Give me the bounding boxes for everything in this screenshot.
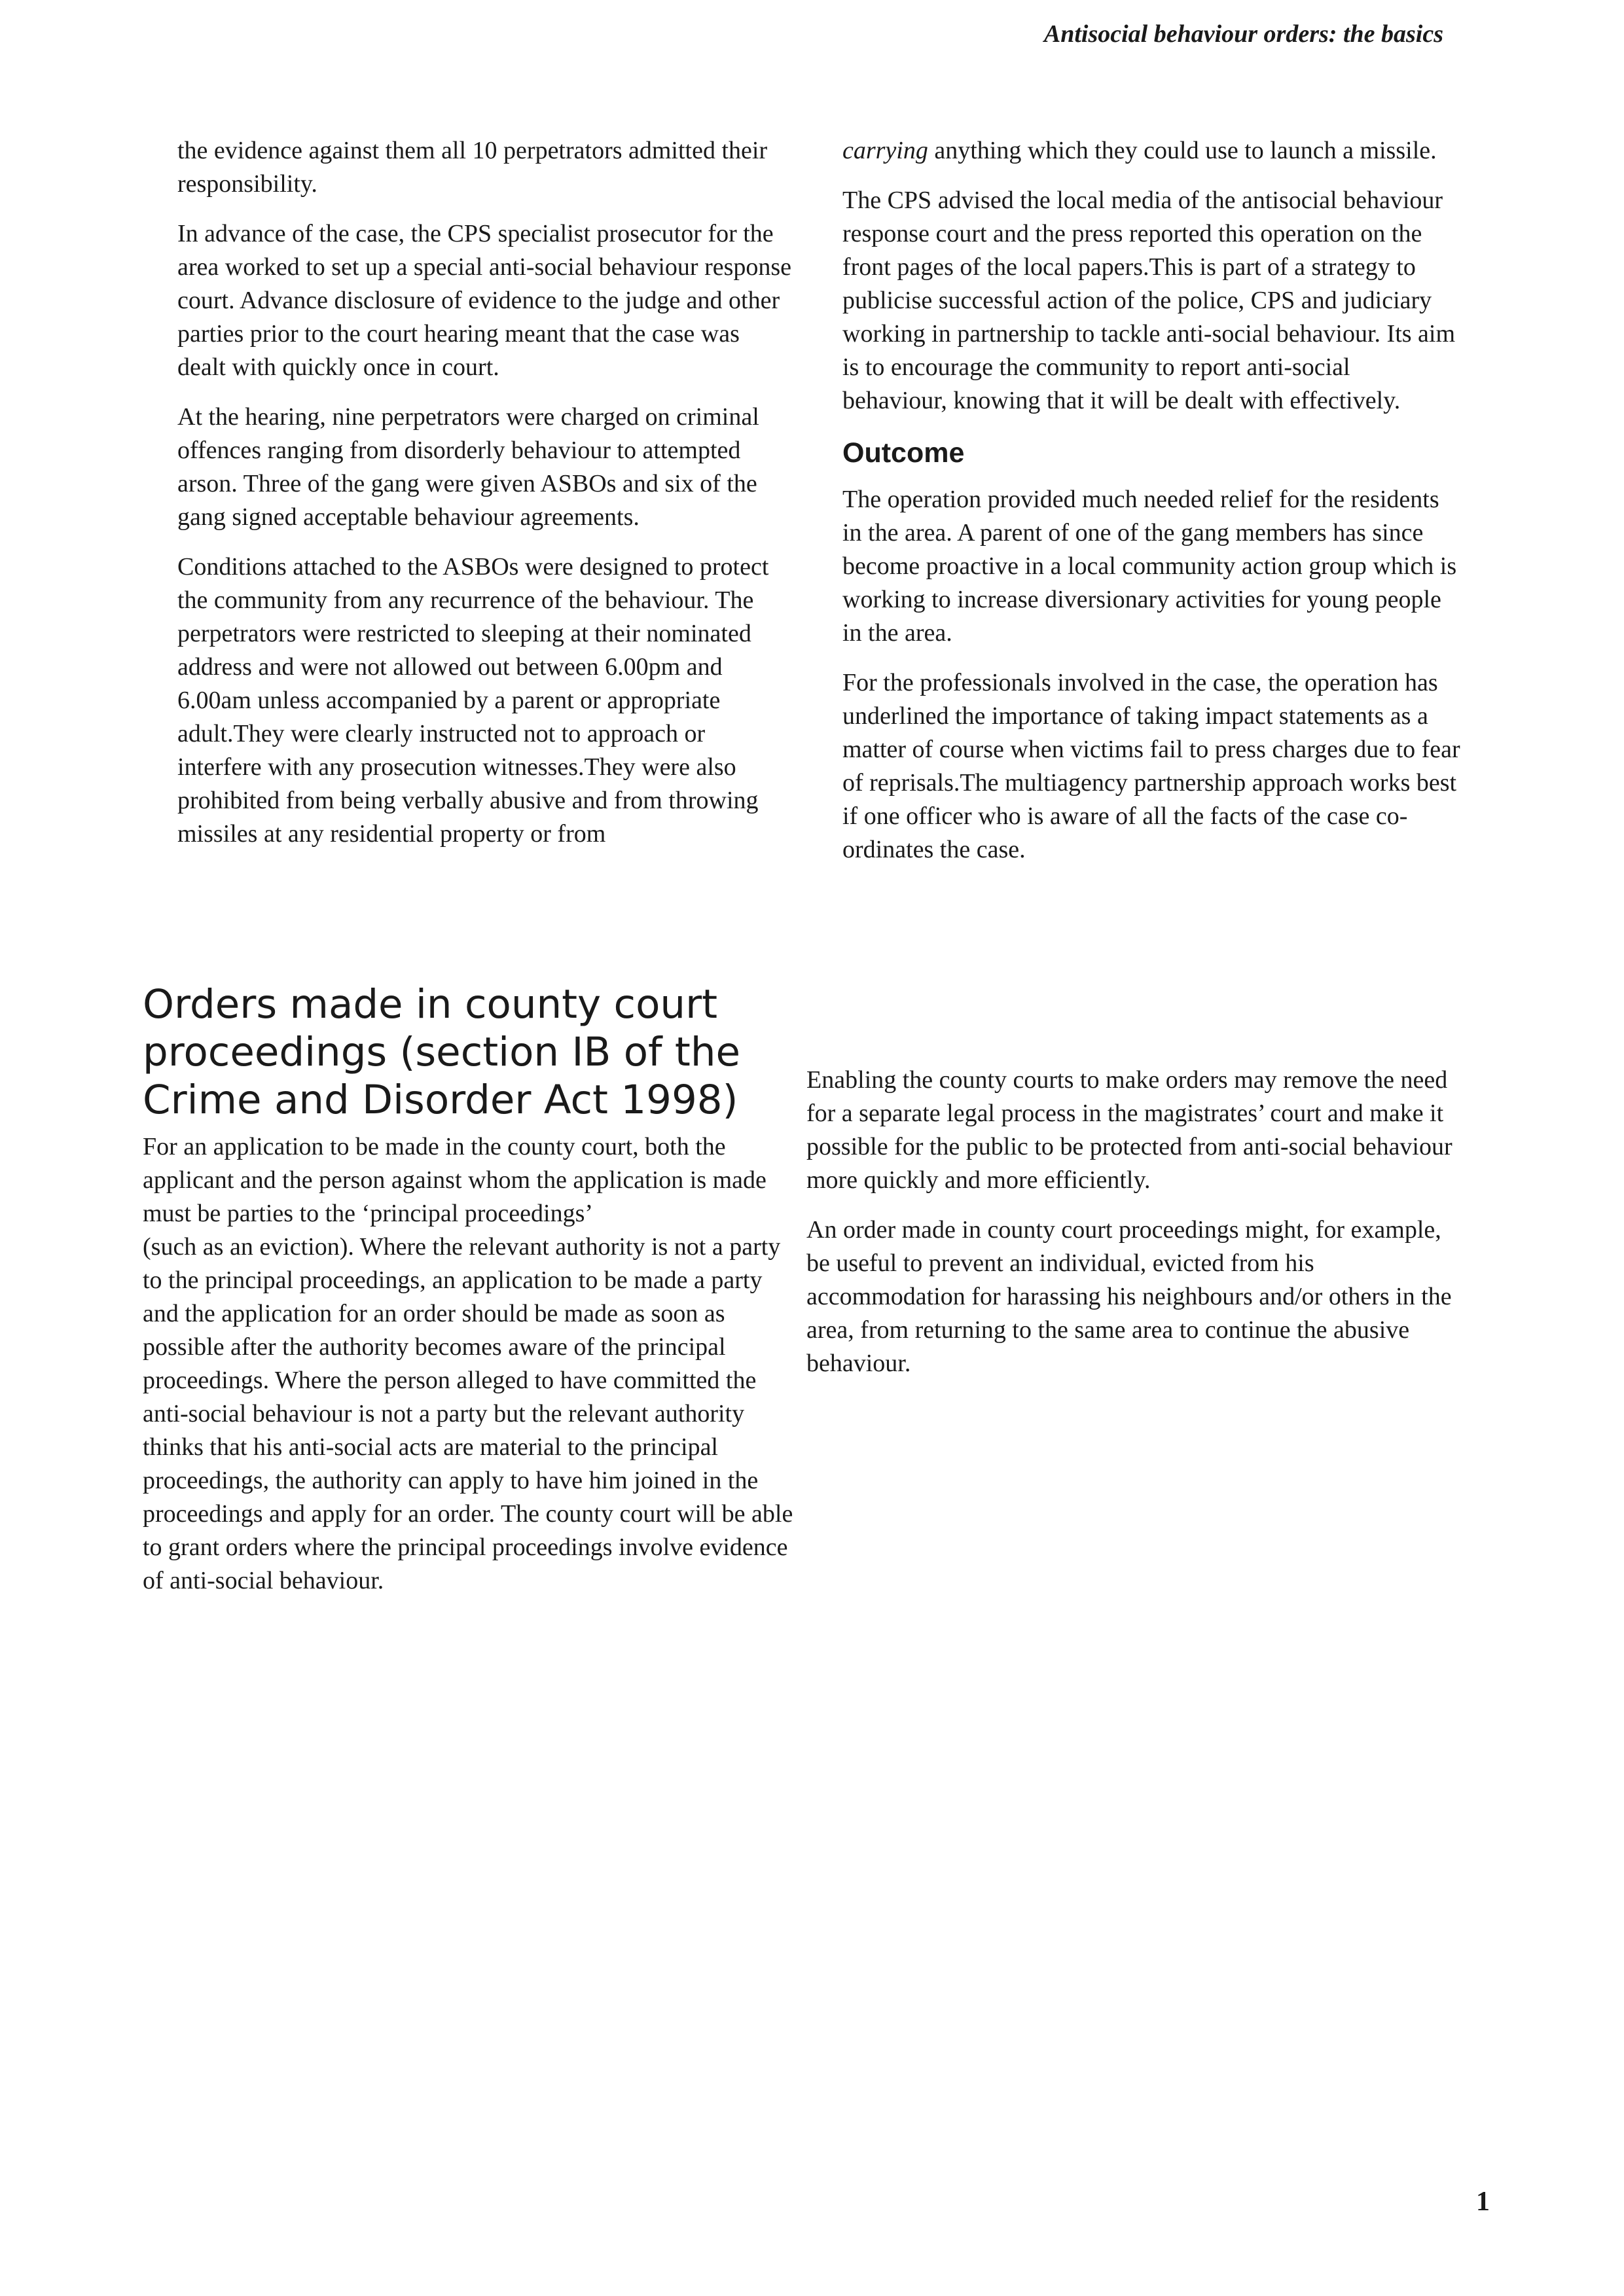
paragraph: The CPS advised the local media of the antisocial behaviour response court and the press reported this operation on the front pages of the local papers.This is part of a strategy to publicise successful action of the police, CPS and judiciary working in partnership to tackle anti-social behaviour. Its aim is to encourage the community to report anti-social behaviour, knowing that it will be dealt with effectively. xyxy=(842,187,1456,414)
paragraph: Conditions attached to the ASBOs were designed to protect the community from any recurrence of the behaviour. The perpetrators were restricted to sleeping at their nominated address and were not allowed out between 6.00pm and 6.00am unless accompanied by a parent or appropriate adult.They were clearly instructed not to approach or interfere with any prosecution witnesses.They were also prohibited from being verbally abusive and from throwing missiles at any residential property or from xyxy=(177,553,769,848)
county-court-section-left xyxy=(143,980,797,1598)
page-number: 1 xyxy=(1476,2187,1490,2217)
paragraph: An order made in county court proceedings might, for example, be useful to prevent an individual, evicted from his accommodation for harassing his neighbours and/or others in the area, from returning to the same area to continue the abusive behaviour. xyxy=(806,1216,1452,1377)
paragraph: Enabling the county courts to make orders may remove the need for a separate legal process in the magistrates’ court and make it possible for the public to be protected from anti-social behaviour more quickly and more efficiently. xyxy=(806,1066,1453,1194)
italic-word: carrying xyxy=(842,137,928,164)
paragraph xyxy=(842,134,1461,168)
case-study-left-column xyxy=(177,134,793,867)
outcome-heading: Outcome xyxy=(842,437,965,469)
paragraph: In advance of the case, the CPS specialist prosecutor for the area worked to set up a special anti-social behaviour response court. Advance disclosure of evidence to the judge and other parties prior to the court hearing meant that the case was dealt with quickly once in court. xyxy=(177,220,792,381)
paragraph: the evidence against them all 10 perpetrators admitted their responsibility. xyxy=(177,137,768,198)
paragraph: At the hearing, nine perpetrators were charged on criminal offences ranging from disorderly behaviour to attempted arson. Three of the gang were given ASBOs and six of the gang signed acceptable behaviour agreements. xyxy=(177,403,759,531)
paragraph: (such as an eviction). Where the relevant authority is not a party to the principal proceedings, an application to be made a party and the application for an order should be made as soon as possible after the authority becomes aware of the principal proceedings. Where the person alleged to have committed the anti-social behaviour is not a party but the relevant authority thinks that his anti-social acts are material to the principal proceedings, the authority can apply to have him joined in the proceedings and apply for an order. The county court will be able to grant orders where the principal proceedings involve evidence of anti-social behaviour. xyxy=(143,1233,793,1594)
section-body-left xyxy=(143,1130,797,1598)
county-court-section-right xyxy=(806,1064,1461,1397)
paragraph: The operation provided much needed relief for the residents in the area. A parent of one of the gang members has since become proactive in a local community action group which is working to increase diversionary activities for young people in the area. xyxy=(842,486,1457,647)
section-heading: Orders made in county court proceedings (section IB of the Crime and Disorder Act 1998) xyxy=(143,981,741,1123)
paragraph: For the professionals involved in the case, the operation has underlined the importance of taking impact statements as a matter of course when victims fail to press charges due to fear of reprisals.The multiagency partnership approach works best if one officer who is aware of all the facts of the case co-ordinates the case. xyxy=(842,669,1460,863)
paragraph: For an application to be made in the county court, both the applicant and the person against whom the application is made must be parties to the ‘principal proceedings’ xyxy=(143,1133,767,1227)
paragraph-text: anything which they could use to launch a missile. xyxy=(928,137,1437,164)
case-study-right-column xyxy=(842,134,1461,883)
running-header: Antisocial behaviour orders: the basics xyxy=(1043,20,1443,48)
